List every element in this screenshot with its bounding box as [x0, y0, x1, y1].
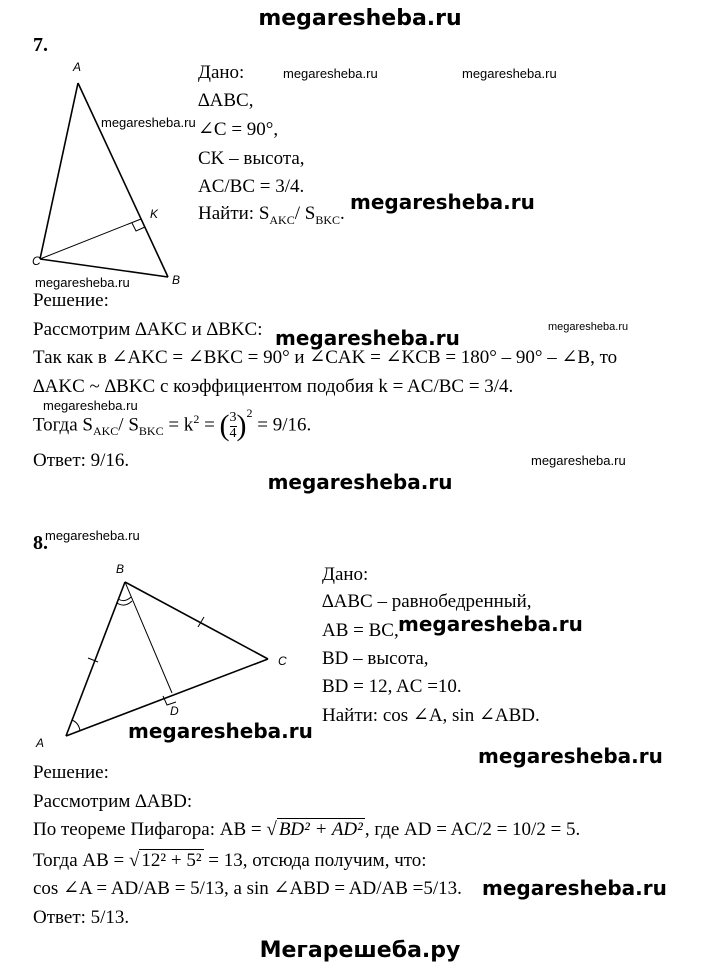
- p7-l4-c: = k: [163, 414, 194, 436]
- p7-find-sub2: BKC: [315, 212, 341, 227]
- p8-given-1: ∆ABC – равнобедренный,: [322, 591, 532, 612]
- label-c: C: [32, 254, 41, 268]
- watermark: megaresheba.ru: [128, 719, 313, 743]
- problem-8-number: 8.: [33, 532, 48, 554]
- p7-given-2: ∠C = 90°,: [198, 119, 279, 140]
- watermark: megaresheba.ru: [548, 321, 629, 333]
- side-bc: [125, 582, 268, 659]
- side-ac: [40, 83, 78, 259]
- p8-answer: Ответ: 5/13.: [33, 907, 130, 928]
- problem-7-figure: [28, 55, 188, 290]
- p7-l4-sup: 2: [193, 412, 200, 427]
- watermark: megaresheba.ru: [267, 470, 453, 494]
- angle-arc-b2: [117, 601, 132, 605]
- sqrt-expr-1: √ BD² + AD²: [266, 819, 363, 840]
- p7-l4-sub1: AKC: [92, 424, 119, 439]
- side-ab: [66, 582, 125, 736]
- watermark: megaresheba.ru: [35, 275, 130, 290]
- label-a: A: [36, 736, 45, 750]
- p7-find-sub1: AKC: [269, 212, 295, 227]
- label-a: A: [73, 60, 82, 74]
- problem-7-number: 7.: [33, 34, 48, 56]
- watermark: megaresheba.ru: [101, 115, 196, 130]
- label-k: K: [150, 207, 159, 221]
- watermark: megaresheba.ru: [283, 66, 378, 81]
- p8-l3-b: = 13, отсюда получим, что:: [203, 850, 427, 871]
- p8-given-3: BD – высота,: [322, 648, 429, 669]
- sqrt-radicand-2: 12² + 5²: [141, 850, 202, 871]
- p8-given-2: AB = BC,: [322, 620, 399, 641]
- watermark: megaresheba.ru: [350, 190, 535, 214]
- p7-l4-sub2: BKC: [138, 424, 164, 439]
- p7-line-2: Так как в ∠AKC = ∠BKC = 90° и ∠CAK = ∠KCB = 180° – 90° – ∠B, то: [33, 347, 618, 368]
- paren-left: (: [219, 409, 230, 442]
- header-site-title: megaresheba.ru: [258, 6, 462, 31]
- sqrt-expr-2: √ 12² + 5²: [128, 850, 202, 871]
- p7-l4-e: = 9/16.: [252, 414, 312, 436]
- watermark: megaresheba.ru: [45, 528, 140, 543]
- p7-answer: Ответ: 9/16.: [33, 450, 130, 471]
- p7-given-1: ∆ABC,: [198, 90, 254, 111]
- frac-num: 3: [229, 409, 237, 425]
- p7-find: [198, 203, 345, 227]
- altitude-bd: [125, 582, 172, 693]
- label-c: C: [278, 654, 287, 668]
- p8-l3-a: Тогда AB =: [33, 850, 129, 871]
- p8-line-1: Рассмотрим ∆ABD:: [33, 791, 193, 812]
- watermark: megaresheba.ru: [43, 398, 138, 413]
- p7-find-end: .: [340, 203, 345, 224]
- p8-line-4: cos ∠A = AD/AB = 5/13, а sin ∠ABD = AD/AB =5/13.: [33, 878, 462, 899]
- p8-line-2: [33, 819, 580, 842]
- p7-line-3: ∆AKC ~ ∆BKC с коэффициентом подобия k = AC/BC = 3/4.: [33, 376, 514, 397]
- p7-given-title: Дано:: [198, 62, 245, 83]
- watermark: megaresheba.ru: [275, 326, 460, 350]
- angle-arc-a: [72, 720, 80, 731]
- p7-line-1: Рассмотрим ∆AKC и ∆BKC:: [33, 319, 263, 340]
- watermark: megaresheba.ru: [462, 66, 557, 81]
- p7-find-mid: / S: [294, 203, 316, 224]
- p7-l4-d: =: [199, 414, 220, 436]
- frac-den: 4: [229, 425, 237, 441]
- p7-given-3: CK – высота,: [198, 148, 305, 169]
- p7-given-4: AC/BC = 3/4.: [198, 176, 305, 197]
- sqrt-radicand-1: BD² + AD²: [278, 819, 363, 840]
- label-d: D: [170, 704, 179, 718]
- watermark: megaresheba.ru: [478, 744, 663, 768]
- p7-find-prefix: Найти: S: [198, 203, 270, 224]
- p8-given-4: BD = 12, AC =10.: [322, 676, 462, 697]
- p8-solution-title: Решение:: [33, 762, 109, 783]
- p8-given-title: Дано:: [322, 564, 369, 585]
- p7-l4-a: Тогда S: [33, 414, 93, 436]
- footer-site-title: Мегарешеба.ру: [259, 938, 461, 963]
- p7-line-4: [33, 408, 311, 444]
- p8-l2-b: , где AD = AC/2 = 10/2 = 5.: [364, 819, 581, 840]
- p8-line-3: [33, 850, 427, 873]
- side-ab: [78, 83, 168, 277]
- p8-l2-a: По теореме Пифагора: AB =: [33, 819, 267, 840]
- label-b: B: [116, 562, 125, 576]
- fraction: [230, 411, 237, 441]
- watermark: megaresheba.ru: [531, 453, 626, 468]
- paren-right: ): [236, 409, 247, 442]
- p7-l4-sup2: 2: [246, 406, 253, 421]
- angle-arc-b1: [118, 597, 131, 601]
- watermark: megaresheba.ru: [482, 876, 667, 900]
- altitude-ck: [40, 219, 141, 259]
- p7-solution-title: Решение:: [33, 290, 109, 311]
- p8-find: Найти: cos ∠A, sin ∠ABD.: [322, 705, 540, 726]
- label-b: B: [172, 273, 181, 287]
- watermark: megaresheba.ru: [398, 612, 583, 636]
- p7-l4-b: / S: [118, 414, 139, 436]
